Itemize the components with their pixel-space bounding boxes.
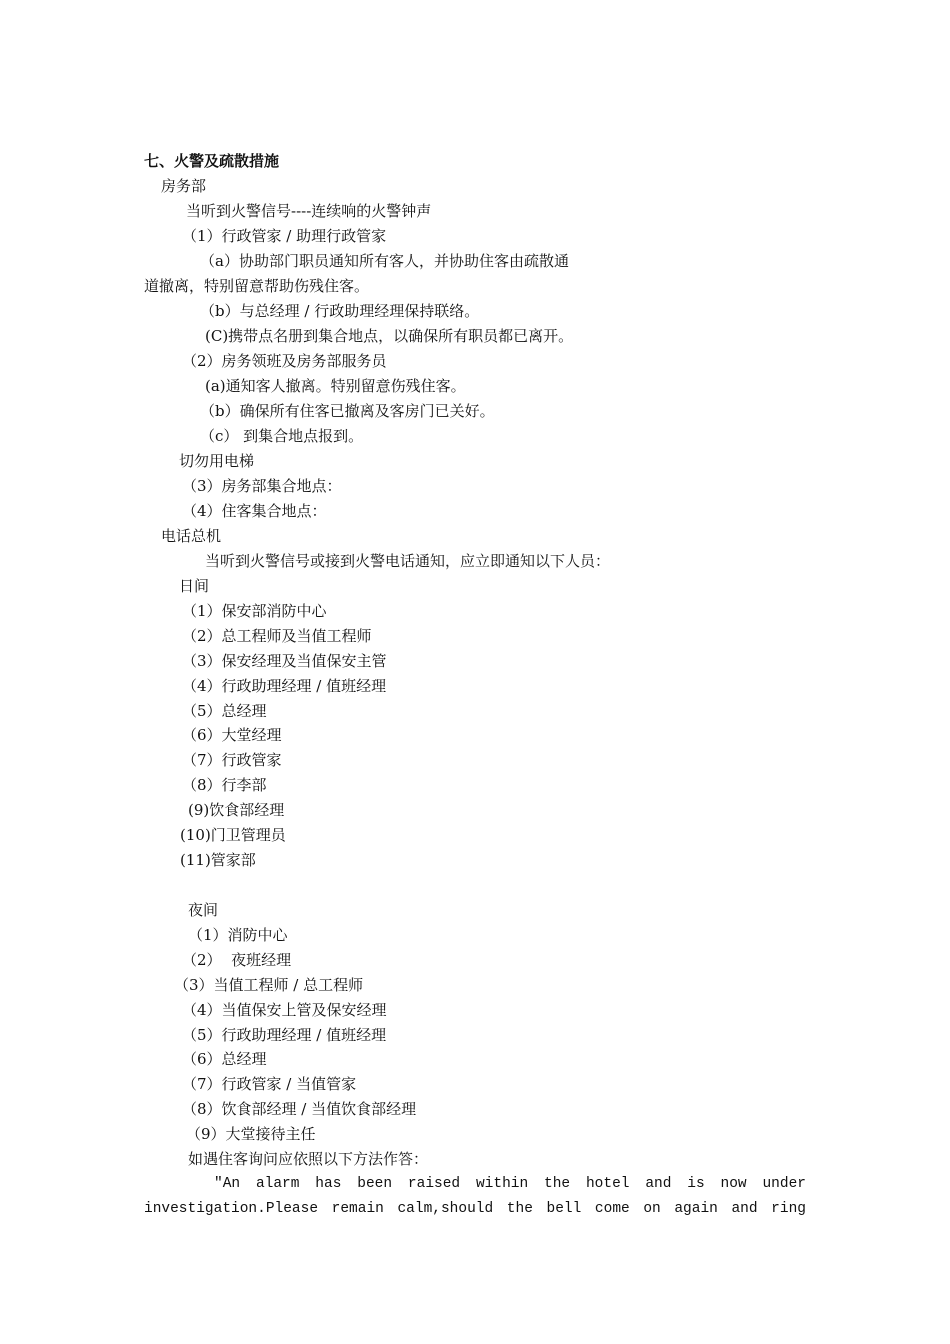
fire-signal-text: 当听到火警信号----连续响的火警钟声 [186, 202, 432, 220]
housekeeping-heading: 房务部 [161, 177, 207, 195]
night-item: （6）总经理 [182, 1050, 267, 1068]
hk-item-4: （4）住客集合地点： [182, 502, 327, 520]
night-item: （1）消防中心 [188, 926, 288, 944]
day-item: (10)门卫管理员 [180, 826, 286, 844]
hk-item-1b: （b）与总经理 / 行政助理经理保持联络。 [200, 302, 480, 320]
day-item: （1）保安部消防中心 [182, 602, 327, 620]
hk-item-2b: （b）确保所有住客已撤离及客房门已关好。 [200, 402, 495, 420]
hk-item-1a: （a）协助部门职员通知所有客人，并协助住客由疏散通 [200, 252, 569, 270]
no-elevator-warning: 切勿用电梯 [179, 452, 255, 470]
day-item: (9)饮食部经理 [188, 801, 285, 819]
hk-item-1: （1）行政管家 / 助理行政管家 [182, 227, 387, 245]
hk-item-3: （3）房务部集合地点： [182, 477, 342, 495]
hk-item-2a: (a)通知客人撤离。特别留意伤残住客。 [205, 377, 466, 395]
night-label: 夜间 [188, 901, 219, 919]
operator-heading: 电话总机 [161, 527, 222, 545]
day-item: （8）行李部 [182, 776, 267, 794]
hk-item-1a-cont: 道撤离，特别留意帮助伤残住客。 [144, 277, 370, 295]
night-item: （5）行政助理经理 / 值班经理 [182, 1026, 387, 1044]
guest-inquiry-instruction: 如遇住客询问应依照以下方法作答： [188, 1150, 429, 1168]
hk-item-1c: (C)携带点名册到集合地点，以确保所有职员都已离开。 [205, 327, 574, 345]
day-label: 日间 [179, 577, 210, 595]
operator-intro: 当听到火警信号或接到火警电话通知，应立即通知以下人员： [205, 552, 611, 570]
night-item: （9）大堂接待主任 [186, 1125, 316, 1143]
hk-item-2c: （c） 到集合地点报到。 [200, 427, 364, 445]
day-item: （6）大堂经理 [182, 726, 282, 744]
day-item: （4）行政助理经理 / 值班经理 [182, 677, 387, 695]
night-item: （8）饮食部经理 / 当值饮食部经理 [182, 1100, 417, 1118]
day-item: （3）保安经理及当值保安主管 [182, 652, 387, 670]
night-item: （3）当值工程师 / 总工程师 [174, 976, 364, 994]
section-title: 七、火警及疏散措施 [144, 152, 280, 170]
day-item: （2）总工程师及当值工程师 [182, 627, 372, 645]
english-response-line-1: "An alarm has been raised within the hotel and is now under [214, 1176, 806, 1192]
night-item: （2） 夜班经理 [182, 951, 292, 969]
day-item: （5）总经理 [182, 702, 267, 720]
day-item: (11)管家部 [180, 851, 256, 869]
day-item: （7）行政管家 [182, 751, 282, 769]
english-response-line-2: investigation.Please remain calm,should the bell come on again and ring [144, 1201, 806, 1217]
night-item: （7）行政管家 / 当值管家 [182, 1075, 357, 1093]
night-item: （4）当值保安上管及保安经理 [182, 1001, 387, 1019]
hk-item-2: （2）房务领班及房务部服务员 [182, 352, 387, 370]
